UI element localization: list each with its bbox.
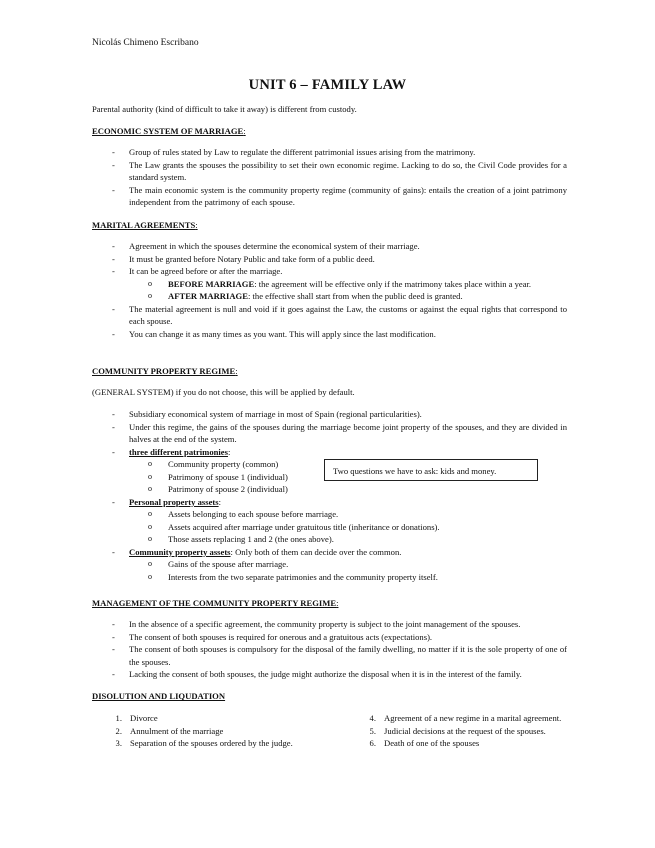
list-item: - Agreement in which the spouses determine the economical system of their marriage. bbox=[0, 240, 655, 253]
sub-item: o Assets acquired after marriage under gratuitous title (inheritance or donations). bbox=[129, 521, 567, 534]
list-item: - Personal property assets: o Assets belonging to each spouse before marriage. o Assets acquired after marriage under gratuitous title (inheritance or donations). o Those assets replacing 1 and 2 (the ones above). bbox=[0, 496, 655, 546]
section-heading-management: MANAGEMENT OF THE COMMUNITY PROPERTY REGIME: bbox=[92, 598, 339, 608]
list-item: - Community property assets: Only both of them can decide over the common. o Gains of the spouse after marriage. o Interests from the two separate patrimonies and the community property itself. bbox=[0, 546, 655, 584]
sub-item: o Gains of the spouse after marriage. bbox=[129, 558, 567, 571]
list-item: - In the absence of a specific agreement, the community property is subject to the joint management of the spouses. bbox=[0, 618, 655, 631]
sub-item: o Patrimony of spouse 1 (individual) bbox=[129, 471, 567, 484]
list-item: - Under this regime, the gains of the spouses during the marriage become joint property of the spouses, and they are divided in halves at the end of the system. bbox=[0, 421, 655, 446]
list-item: 1. Divorce bbox=[115, 713, 158, 723]
sub-item: o Interests from the two separate patrimonies and the community property itself. bbox=[129, 571, 567, 584]
marital-sublist bbox=[129, 278, 567, 303]
list-item: - The consent of both spouses is compulsory for the disposal of the family dwelling, no matter if it is the sole property of one of the spouses. bbox=[0, 643, 655, 668]
list-item: 3. Separation of the spouses ordered by the judge. bbox=[115, 738, 293, 748]
economic-list bbox=[0, 146, 655, 209]
list-item: - Lacking the consent of both spouses, the judge might authorize the disposal when it is in the interest of the family. bbox=[0, 668, 655, 681]
sub-item: o Community property (common) bbox=[129, 458, 567, 471]
list-item: - Group of rules stated by Law to regulate the different patrimonial issues arising from the matrimony. bbox=[0, 146, 655, 159]
list-item: - You can change it as many times as you want. This will apply since the last modification. bbox=[0, 328, 655, 341]
dissolution-list-left bbox=[108, 712, 323, 750]
author-name: Nicolás Chimeno Escribano bbox=[92, 38, 199, 48]
community-assets-sublist bbox=[129, 558, 567, 583]
sub-item: o Patrimony of spouse 2 (individual) bbox=[129, 483, 567, 496]
list-item: - The Law grants the spouses the possibility to set their own economic regime. Lacking to do so, the Civil Code provides for a standard system. bbox=[0, 159, 655, 184]
list-item: 4. Agreement of a new regime in a marital agreement. bbox=[369, 713, 562, 723]
section-heading-marital: MARITAL AGREEMENTS: bbox=[92, 220, 198, 230]
management-list bbox=[0, 618, 655, 681]
list-item: - The material agreement is null and void if it goes against the Law, the customs or against the equal rights that correspond to each spouse. bbox=[0, 303, 655, 328]
sub-item: o AFTER MARRIAGE: the effective shall start from when the public deed is granted. bbox=[129, 290, 567, 303]
list-item: - The consent of both spouses is required for onerous and a gratuitous acts (expectations). bbox=[0, 631, 655, 644]
personal-assets-sublist bbox=[129, 508, 567, 546]
sub-item: o Assets belonging to each spouse before marriage. bbox=[129, 508, 567, 521]
list-item: - The main economic system is the community property regime (community of gains): entails the creation of a joint patrimony independent from the patrimony of each spouse. bbox=[0, 184, 655, 209]
section-heading-economic: ECONOMIC SYSTEM OF MARRIAGE: bbox=[92, 126, 246, 136]
list-item: - three different patrimonies: o Community property (common) o Patrimony of spouse 1 (individual) o Patrimony of spouse 2 (individual) bbox=[0, 446, 655, 496]
list-item: - Subsidiary economical system of marriage in most of Spain (regional particularities). bbox=[0, 408, 655, 421]
dissolution-list-right bbox=[362, 712, 566, 750]
community-list bbox=[0, 408, 655, 583]
section-heading-community: COMMUNITY PROPERTY REGIME: bbox=[92, 366, 238, 376]
section-heading-dissolution: DISOLUTION AND LIQUDATION bbox=[92, 691, 226, 701]
list-item: 2. Annulment of the marriage bbox=[115, 725, 224, 736]
list-item: - It can be agreed before or after the marriage. o BEFORE MARRIAGE: the agreement will be effective only if the matrimony takes place within a year. o AFTER MARRIAGE: the effective shall start from when the public deed is granted. bbox=[0, 265, 655, 303]
sub-item: o BEFORE MARRIAGE: the agreement will be effective only if the matrimony takes place within a year. bbox=[129, 278, 567, 291]
page-title: UNIT 6 – FAMILY LAW bbox=[248, 77, 407, 93]
sub-item: o Those assets replacing 1 and 2 (the ones above). bbox=[129, 533, 567, 546]
intro-paragraph: Parental authority (kind of difficult to take it away) is different from custody. bbox=[92, 104, 357, 114]
note-box: Two questions we have to ask: kids and money. bbox=[324, 459, 538, 481]
marital-list bbox=[0, 240, 655, 340]
list-item: 5. Judicial decisions at the request of the spouses. bbox=[369, 725, 546, 736]
list-item: 6. Death of one of the spouses bbox=[369, 738, 480, 748]
general-system-text: (GENERAL SYSTEM) if you do not choose, this will be applied by default. bbox=[92, 387, 355, 397]
list-item: - It must be granted before Notary Public and take form of a public deed. bbox=[0, 253, 655, 266]
